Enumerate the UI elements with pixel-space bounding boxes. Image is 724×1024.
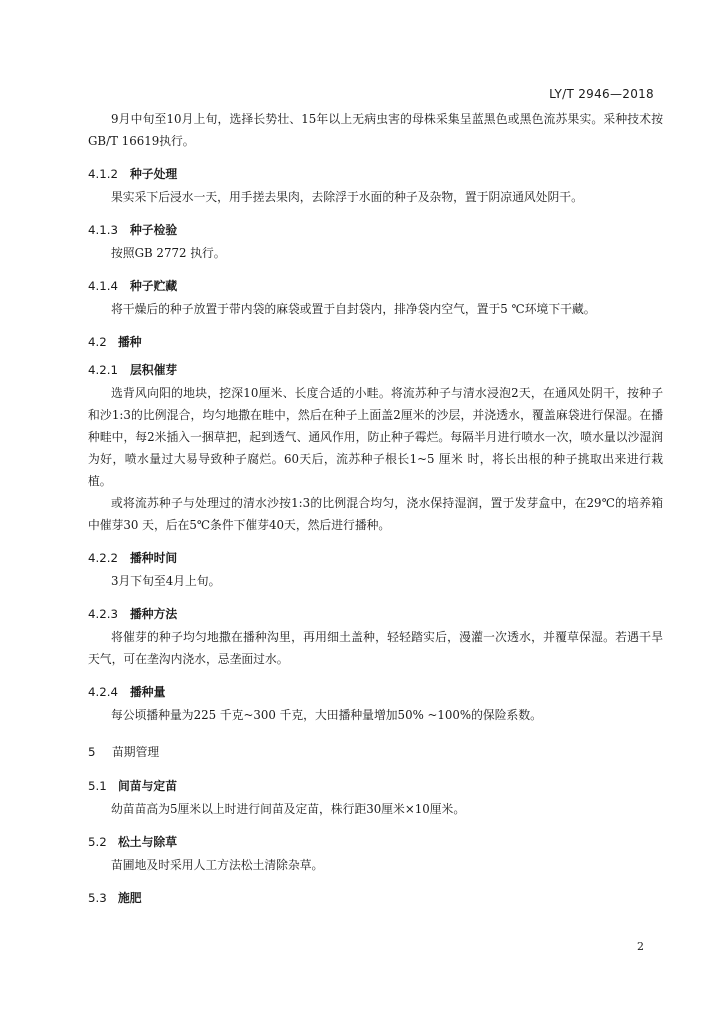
heading-4-2 <box>88 330 663 354</box>
heading-title: 苗期管理 <box>112 745 160 759</box>
heading-4-2-3 <box>88 602 663 626</box>
heading-number: 4.2 <box>88 335 107 349</box>
heading-4-1-4 <box>88 274 663 298</box>
heading-number: 4.2.3 <box>88 607 119 621</box>
heading-number: 4.2.1 <box>88 363 119 377</box>
heading-5-1 <box>88 774 663 798</box>
heading-5 <box>88 740 663 764</box>
paragraph-sowing-rate: 每公顷播种量为225 千克~300 千克，大田播种量增加50% ~100%的保险系数。 <box>111 708 542 722</box>
heading-title: 间苗与定苗 <box>118 779 177 793</box>
heading-5-2 <box>88 830 663 854</box>
heading-title: 种子贮藏 <box>130 279 178 293</box>
heading-number: 5.3 <box>88 891 107 905</box>
document-body <box>88 108 663 910</box>
heading-title: 施肥 <box>118 891 142 905</box>
heading-title: 播种时间 <box>130 551 178 565</box>
heading-number: 4.1.4 <box>88 279 119 293</box>
paragraph-sowing-time: 3月下旬至4月上旬。 <box>111 574 221 588</box>
heading-5-3 <box>88 886 663 910</box>
heading-title: 层积催芽 <box>130 363 178 377</box>
heading-title: 播种 <box>118 335 142 349</box>
heading-title: 播种方法 <box>130 607 178 621</box>
paragraph-seed-treatment: 果实采下后浸水一天，用手搓去果肉，去除浮于水面的种子及杂物，置于阴凉通风处阴干。 <box>111 190 583 204</box>
page-number: 2 <box>637 940 644 953</box>
heading-4-1-3 <box>88 218 663 242</box>
heading-number: 5.2 <box>88 835 107 849</box>
heading-4-1-2 <box>88 162 663 186</box>
heading-title: 播种量 <box>130 685 166 699</box>
heading-title: 松土与除草 <box>118 835 177 849</box>
paragraph-seed-testing: 按照GB 2772 执行。 <box>111 246 226 260</box>
heading-title: 种子检验 <box>130 223 178 237</box>
heading-title: 种子处理 <box>130 167 178 181</box>
heading-4-2-1 <box>88 358 663 382</box>
paragraph-weeding: 苗圃地及时采用人工方法松土清除杂草。 <box>111 858 324 872</box>
heading-number: 5 <box>88 745 96 759</box>
paragraph-thinning: 幼苗苗高为5厘米以上时进行间苗及定苗，株行距30厘米×10厘米。 <box>111 802 466 816</box>
heading-number: 5.1 <box>88 779 107 793</box>
heading-4-2-2 <box>88 546 663 570</box>
standard-code: LY/T 2946—2018 <box>549 87 654 101</box>
heading-number: 4.2.4 <box>88 685 119 699</box>
paragraph-seed-collection: 9月中旬至10月上旬，选择长势壮、15年以上无病虫害的母株采集呈蓝黑色或黑色流苏果实。采种技术按GB/T 16619执行。 <box>88 112 663 148</box>
paragraph-stratification-method-1: 选背风向阳的地块，挖深10厘米、长度合适的小畦。将流苏种子与清水浸泡2天，在通风处阴干，按种子和沙1:3的比例混合，均匀地撒在畦中，然后在种子上面盖2厘米的沙层，并浇透水，覆盖麻袋进行保湿。在播种畦中，每2米插入一捆草把，起到透气、通风作用，防止种子霉烂。每隔半月进行喷水一次，喷水量以沙湿润为好，喷水量过大易导致种子腐烂。60天后，流苏种子根长1~5 厘米 时，将长出根的种子挑取出来进行栽植。 <box>88 386 663 488</box>
heading-number: 4.1.3 <box>88 223 119 237</box>
heading-number: 4.1.2 <box>88 167 119 181</box>
heading-4-2-4 <box>88 680 663 704</box>
heading-number: 4.2.2 <box>88 551 119 565</box>
paragraph-seed-storage: 将干燥后的种子放置于带内袋的麻袋或置于自封袋内，排净袋内空气，置于5 ℃环境下干藏。 <box>111 302 596 316</box>
paragraph-stratification-method-2: 或将流苏种子与处理过的清水沙按1:3的比例混合均匀，浇水保持湿润，置于发芽盒中，在29℃的培养箱中催芽30 天，后在5℃条件下催芽40天，然后进行播种。 <box>88 496 663 532</box>
paragraph-sowing-method: 将催芽的种子均匀地撒在播种沟里，再用细土盖种，轻轻踏实后，漫灌一次透水，并覆草保湿。若遇干旱天气，可在垄沟内浇水，忌垄面过水。 <box>88 630 663 666</box>
